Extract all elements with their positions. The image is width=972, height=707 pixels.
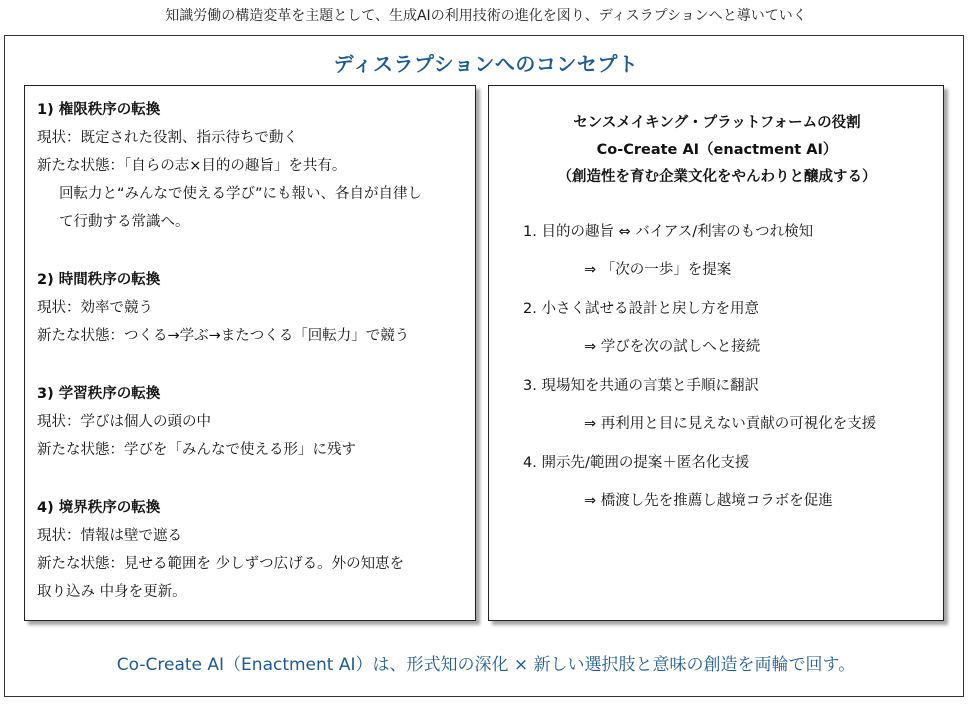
current-state: 現状：情報は壁で遮る	[37, 528, 182, 544]
section-boundary-order	[37, 494, 404, 606]
new-state: 新たな状態：見せる範囲を 少しずつ広げる。外の知恵を	[37, 556, 405, 572]
section-learning-order	[37, 380, 356, 464]
role-item-3: 3. 現場知を共通の言葉と手順に翻訳	[523, 378, 759, 394]
top-caption: 知識労働の構造変革を主題として、生成AIの利用技術の進化を図り、ディスラプションへと導いていく	[165, 8, 807, 24]
role-item-1-result: ⇒ 「次の一歩」を提案	[584, 262, 732, 278]
concept-title: ディスラプションへのコンセプト	[333, 52, 639, 76]
role-item-4: 4. 開示先/範囲の提案＋匿名化支援	[523, 455, 750, 471]
section-heading: 2) 時間秩序の転換	[37, 272, 161, 288]
new-state-line2: 取り込み 中身を更新。	[37, 584, 187, 600]
current-state: 現状：効率で競う	[37, 300, 153, 316]
summary-statement: Co-Create AI（Enactment AI）は、形式知の深化 × 新しい選択肢と意味の創造を両輪で回す。	[116, 655, 856, 675]
section-heading: 3) 学習秩序の転換	[37, 386, 161, 402]
role-item-1: 1. 目的の趣旨 ⇔ バイアス/利害のもつれ検知	[523, 224, 814, 240]
role-item-3-result: ⇒ 再利用と目に見えない貢献の可視化を支援	[584, 416, 877, 432]
new-state: 新たな状態：つくる→学ぶ→またつくる「回転力」で競う	[37, 328, 410, 344]
role-item-2-result: ⇒ 学びを次の試しへと接続	[584, 339, 761, 355]
section-authority-order	[37, 96, 422, 236]
section-heading: 1) 権限秩序の転換	[37, 102, 161, 118]
current-state: 現状：既定された役割、指示待ちで動く	[37, 130, 298, 146]
order-transformation-panel	[24, 85, 476, 621]
current-state: 現状：学びは個人の頭の中	[37, 414, 211, 430]
section-heading: 4) 境界秩序の転換	[37, 500, 161, 516]
co-create-ai-title: Co-Create AI（enactment AI）	[596, 142, 838, 158]
platform-role-title: センスメイキング・プラットフォームの役割	[573, 115, 861, 131]
platform-role-subtitle: （創造性を育む企業文化をやんわりと醸成する）	[557, 169, 877, 185]
role-item-2: 2. 小さく試せる設計と戻し方を用意	[523, 301, 759, 317]
new-state-note: て行動する常識へ。	[59, 214, 190, 230]
new-state-note: 回転力と“みんなで使える学び”にも報い、各自が自律し	[59, 186, 423, 202]
new-state: 新たな状態：「自らの志×目的の趣旨」を共有。	[37, 158, 347, 174]
new-state: 新たな状態：学びを「みんなで使える形」に残す	[37, 442, 356, 458]
role-item-4-result: ⇒ 橋渡し先を推薦し越境コラボを促進	[584, 493, 833, 509]
section-time-order	[37, 266, 409, 350]
platform-role-panel	[488, 85, 944, 621]
